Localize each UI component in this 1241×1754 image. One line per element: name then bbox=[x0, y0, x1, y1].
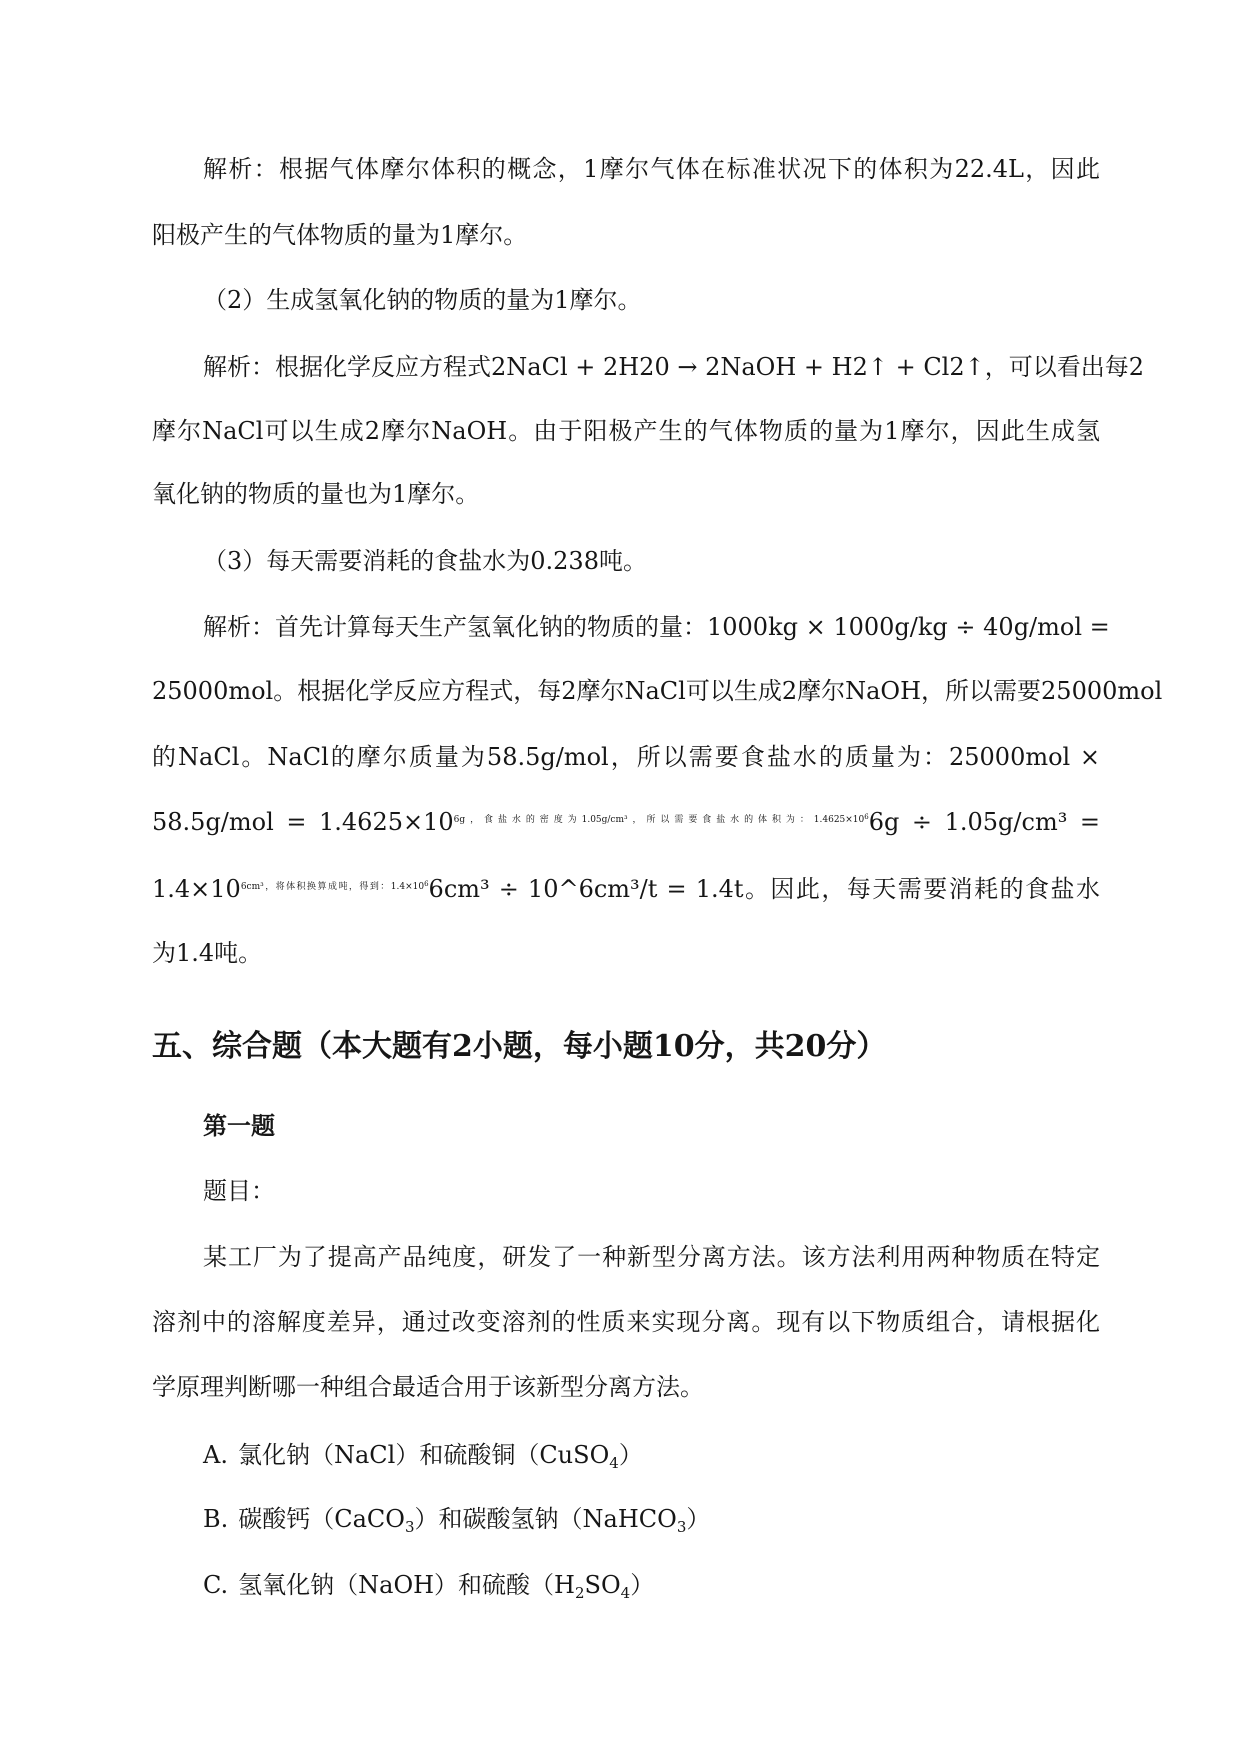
superscript-note bbox=[454, 815, 869, 825]
subscript: 4 bbox=[609, 1454, 619, 1472]
option-text: ） bbox=[630, 1571, 655, 1599]
option-label: B. bbox=[203, 1505, 229, 1533]
subscript: 2 bbox=[574, 1584, 585, 1602]
question-title: 第一题 bbox=[203, 1111, 275, 1140]
answer-line: （2）生成氢氧化钠的物质的量为1摩尔。 bbox=[203, 286, 642, 314]
option-text: ） bbox=[618, 1441, 643, 1469]
option-text: 氢氧化钠（NaOH）和硫酸（H bbox=[238, 1571, 575, 1599]
subscript: 3 bbox=[676, 1518, 687, 1536]
answer-line: （3）每天需要消耗的食盐水为0.238吨。 bbox=[203, 547, 647, 575]
section-heading: 五、综合题（本大题有2小题，每小题10分，共20分） bbox=[152, 1029, 887, 1064]
question-stem-line: 溶剂中的溶解度差异，通过改变溶剂的性质来实现分离。现有以下物质组合，请根据化 bbox=[152, 1308, 1100, 1336]
analysis-text: 1.4×10 bbox=[152, 875, 241, 903]
superscript-exponent: 6 bbox=[864, 813, 869, 821]
question-stem-line: 某工厂为了提高产品纯度，研发了一种新型分离方法。该方法利用两种物质在特定 bbox=[203, 1243, 1100, 1271]
option-label: C. bbox=[203, 1571, 229, 1599]
option-label: A. bbox=[203, 1441, 228, 1469]
superscript-exponent: 6 bbox=[424, 880, 429, 888]
superscript-text: 6g，食盐水的密度为1.05g/cm³，所以需要食盐水的体积为：1.4625×10 bbox=[453, 815, 865, 825]
analysis-line: 氧化钠的物质的量也为1摩尔。 bbox=[152, 480, 480, 508]
analysis-text: 58.5g/mol = 1.4625×10 bbox=[152, 808, 454, 836]
analysis-text: 6g ÷ 1.05g/cm³ = bbox=[868, 808, 1100, 836]
option-c bbox=[203, 1568, 1100, 1602]
analysis-line: 的NaCl。NaCl的摩尔质量为58.5g/mol，所以需要食盐水的质量为：25000mol × bbox=[152, 743, 1100, 771]
superscript-note bbox=[241, 882, 429, 892]
option-text: 碳酸钙（CaCO bbox=[238, 1505, 405, 1533]
option-text: ） bbox=[686, 1505, 711, 1533]
subscript: 3 bbox=[404, 1518, 415, 1536]
analysis-line bbox=[152, 872, 1100, 906]
superscript-text: 6cm³，将体积换算成吨，得到：1.4×10 bbox=[240, 882, 425, 892]
analysis-line: 为1.4吨。 bbox=[152, 939, 263, 967]
option-b bbox=[203, 1502, 1100, 1536]
analysis-text: 6cm³ ÷ 10^6cm³/t = 1.4t。因此，每天需要消耗的食盐水 bbox=[428, 875, 1100, 903]
prompt-label: 题目： bbox=[203, 1177, 275, 1205]
analysis-line: 解析：根据化学反应方程式2NaCl + 2H20 → 2NaOH + H2↑ + Cl2↑，可以看出每2 bbox=[203, 353, 1145, 381]
analysis-line: 阳极产生的气体物质的量为1摩尔。 bbox=[152, 221, 528, 249]
analysis-line bbox=[152, 805, 1100, 839]
option-a bbox=[203, 1438, 1100, 1472]
analysis-line: 摩尔NaCl可以生成2摩尔NaOH。由于阳极产生的气体物质的量为1摩尔，因此生成氢 bbox=[152, 417, 1100, 445]
option-text: ）和碳酸氢钠（NaHCO bbox=[414, 1505, 677, 1533]
subscript: 4 bbox=[620, 1584, 631, 1602]
analysis-line: 25000mol。根据化学反应方程式，每2摩尔NaCl可以生成2摩尔NaOH，所以需要25000mol bbox=[152, 677, 1163, 705]
option-text: 氯化钠（NaCl）和硫酸铜（CuSO bbox=[237, 1441, 610, 1469]
analysis-line: 解析：根据气体摩尔体积的概念，1摩尔气体在标准状况下的体积为22.4L，因此 bbox=[203, 155, 1100, 183]
analysis-line: 解析：首先计算每天生产氢氧化钠的物质的量：1000kg × 1000g/kg ÷ 40g/mol = bbox=[203, 613, 1110, 641]
option-text: SO bbox=[584, 1571, 621, 1599]
question-stem-line: 学原理判断哪一种组合最适合用于该新型分离方法。 bbox=[152, 1373, 704, 1401]
